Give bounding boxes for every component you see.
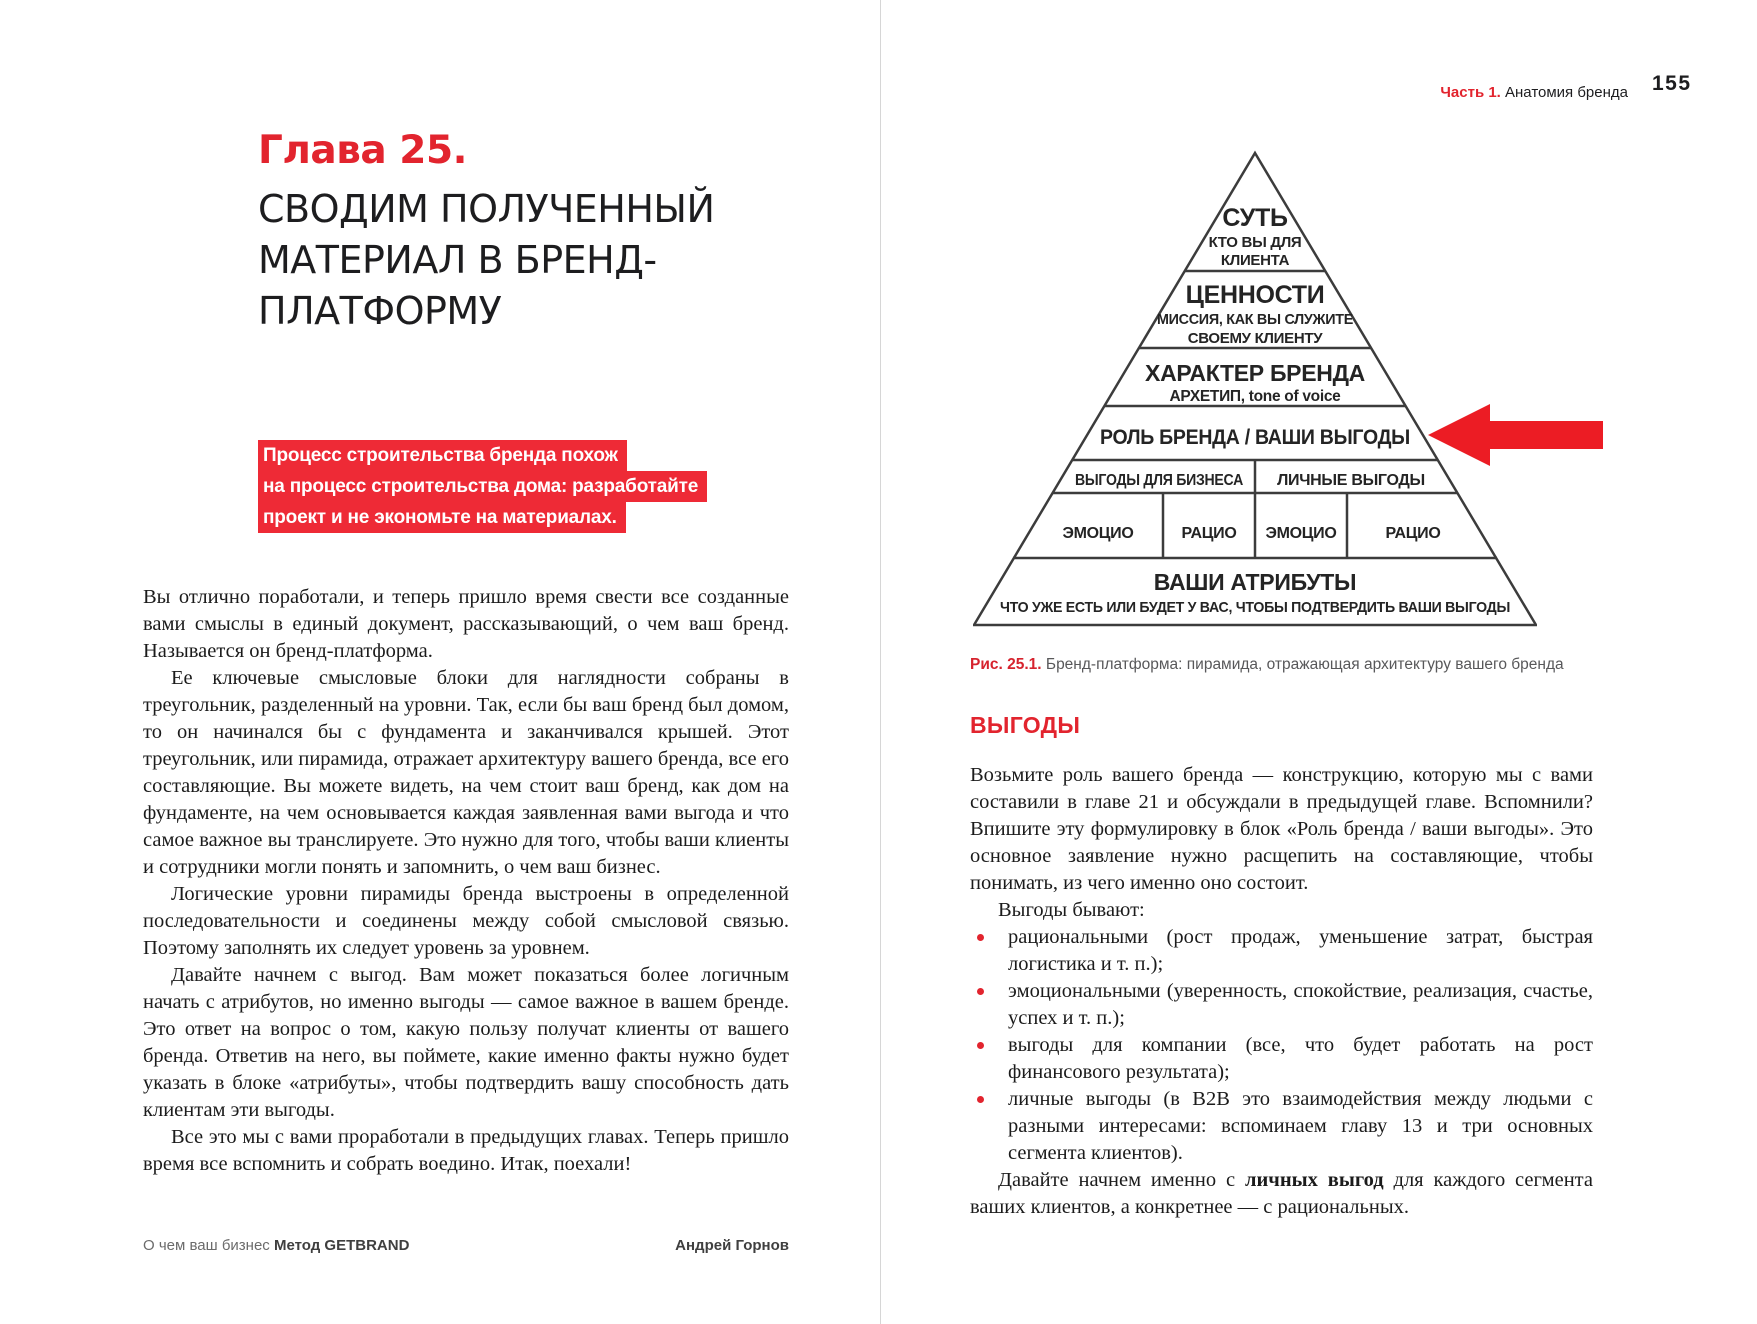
pyramid-cell-ratio: РАЦИО <box>1181 525 1237 542</box>
pyramid-essence-subtitle: КЛИЕНТА <box>1220 252 1290 269</box>
chapter-title-line: СВОДИМ ПОЛУЧЕННЫЙ <box>258 187 715 231</box>
list-item: выгоды для компании (все, что будет работать на рост финансового результата); <box>970 1032 1593 1086</box>
paragraph: Ее ключевые смысловые блоки для наглядности собраны в треугольник, разделенный на уровни. Так, если бы ваш бренд был домом, то он начинался бы с фундамента и заканчивался крышей. Этот треугольник, или пирамида, отражает архитектуру вашего бренда, все его составляющие. Вы можете видеть, на чем стоит ваш бренд, как дом на фундаменте, на чем основывается каждая заявленная вами выгода и что самое важное вы транслируете. Это нужно для того, чтобы ваши клиенты и сотрудники могли понять и запомнить, о чем ваш бизнес. <box>143 667 789 878</box>
closing-paragraph <box>970 1167 1593 1221</box>
paragraph: Давайте начнем с выгод. Вам может показаться более логичным начать с атрибутов, но именно выгоды — самое важное в вашем бренде. Это ответ на вопрос о том, какую пользу получат клиенты от вашего бренда. Ответив на него, вы поймете, какие именно факты нужно будет указать в блоке «атрибуты», чтобы подтвердить вашу способность дать клиентам эти выгоды. <box>143 964 789 1121</box>
pyramid-values-title: ЦЕННОСТИ <box>1185 281 1325 309</box>
pyramid-role-title: РОЛЬ БРЕНДА / ВАШИ ВЫГОДЫ <box>1100 426 1410 449</box>
paragraph: Все это мы с вами проработали в предыдущих главах. Теперь пришло время все вспомнить и собрать воедино. Итак, поехали! <box>143 1126 789 1175</box>
page-number: 155 <box>1652 72 1692 95</box>
highlight-line: Процесс строительства бренда похож <box>258 440 627 471</box>
paragraph: Логические уровни пирамиды бренда выстроены в определенной последовательности и соединены между собой смысловой связью. Поэтому заполнять их следует уровень за уровнем. <box>143 883 789 959</box>
figure-caption <box>970 656 1610 674</box>
chapter-title-line: МАТЕРИАЛ В БРЕНД- <box>258 238 657 282</box>
closing-bold: личных выгод <box>1244 1169 1384 1191</box>
running-head-title: Анатомия бренда <box>1505 84 1628 101</box>
chapter-number: Глава 25. <box>258 128 467 173</box>
pyramid-benefits-personal: ЛИЧНЫЕ ВЫГОДЫ <box>1277 472 1425 489</box>
red-arrow-icon <box>1428 402 1603 468</box>
pyramid-essence-subtitle: КТО ВЫ ДЛЯ <box>1208 234 1302 251</box>
footer-series <box>143 1237 409 1254</box>
pyramid-cell-emotio: ЭМОЦИО <box>1062 525 1134 542</box>
list-item: эмоциональными (уверенность, спокойствие, реализация, счастье, успех и т. п.); <box>970 978 1593 1032</box>
brand-pyramid-diagram <box>973 148 1537 628</box>
chapter-title <box>258 184 714 337</box>
pyramid-essence-title: СУТЬ <box>1222 204 1288 232</box>
section-heading: ВЫГОДЫ <box>970 712 1081 738</box>
right-body-text <box>970 762 1593 1221</box>
footer-author: Андрей Горнов <box>675 1237 789 1254</box>
pyramid-cell-emotio: ЭМОЦИО <box>1265 525 1337 542</box>
closing-prefix: Давайте начнем именно с <box>998 1169 1245 1191</box>
page-gutter-divider <box>880 0 881 1324</box>
pyramid-benefits-business: ВЫГОДЫ ДЛЯ БИЗНЕСА <box>1075 472 1244 489</box>
footer-method-name: Метод GETBRAND <box>273 1237 410 1254</box>
running-head-part: Часть 1. <box>1440 84 1501 101</box>
footer-series-name: О чем ваш бизнес <box>143 1237 270 1254</box>
closing-suffix: для каждого сегмента ваших клиентов, а конкретнее — с рациональных. <box>970 1169 1593 1218</box>
list-item: личные выгоды (в B2B это взаимодействия между людьми с разными интересами: вспоминаем главу 13 и три основных сегмента клиентов). <box>970 1086 1593 1167</box>
left-body-text <box>143 584 789 1178</box>
list-item: рациональными (рост продаж, уменьшение затрат, быстрая логистика и т. п.); <box>970 924 1593 978</box>
pyramid-values-subtitle: МИССИЯ, КАК ВЫ СЛУЖИТЕ <box>1157 311 1354 328</box>
highlight-line: проект и не экономьте на материалах. <box>258 502 626 533</box>
pyramid-attributes-title: ВАШИ АТРИБУТЫ <box>1153 569 1357 595</box>
pyramid-character-title: ХАРАКТЕР БРЕНДА <box>1145 360 1365 386</box>
pyramid-values-subtitle: СВОЕМУ КЛИЕНТУ <box>1187 330 1323 347</box>
pyramid-attributes-subtitle: ЧТО УЖЕ ЕСТЬ ИЛИ БУДЕТ У ВАС, ЧТОБЫ ПОДТВЕРДИТЬ ВАШИ ВЫГОДЫ <box>1000 599 1510 616</box>
paragraph: Вы отлично поработали, и теперь пришло время свести все созданные вами смыслы в единый документ, рассказывающий, о чем ваш бренд. Называется он бренд-платформа. <box>143 586 789 662</box>
chapter-title-line: ПЛАТФОРМУ <box>258 289 502 333</box>
benefits-list <box>970 924 1593 1167</box>
running-head <box>970 84 1628 101</box>
figure-caption-label: Рис. 25.1. <box>970 656 1042 673</box>
figure-caption-text: Бренд-платформа: пирамида, отражающая архитектуру вашего бренда <box>1045 656 1564 673</box>
pyramid-cell-ratio: РАЦИО <box>1385 525 1441 542</box>
list-intro: Выгоды бывают: <box>998 899 1145 921</box>
paragraph: Возьмите роль вашего бренда — конструкцию, которую мы с вами составили в главе 21 и обсуждали в предыдущей главе. Вспомнили? Впишите эту формулировку в блок «Роль бренда / ваши выгоды». Это основное заявление нужно расщепить на составляющие, чтобы понимать, из чего именно оно состоит. <box>970 764 1593 894</box>
left-page-footer <box>143 1237 789 1254</box>
chapter-epigraph-highlight <box>258 440 707 533</box>
pyramid-character-subtitle: АРХЕТИП, tone of voice <box>1169 388 1341 405</box>
highlight-line: на процесс строительства дома: разработайте <box>258 471 707 502</box>
